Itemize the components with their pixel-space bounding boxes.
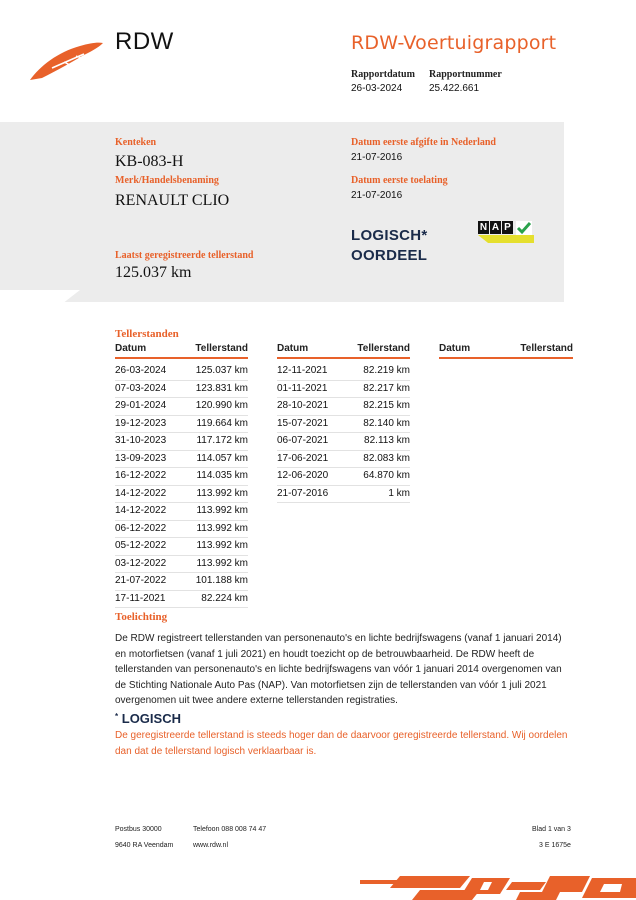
nap-letter-n: N xyxy=(479,222,488,233)
table-row xyxy=(277,381,410,399)
row-date: 06-12-2022 xyxy=(115,522,167,534)
vehicle-panel xyxy=(0,122,564,302)
logisch-explanation: De geregistreerde tellerstand is steeds hoger dan de daarvoor geregistreerde tellerstand. Wij oordelen dan dat de tellerstand logisch verklaarbaar is. xyxy=(115,730,568,757)
table-row xyxy=(115,573,248,591)
table-row xyxy=(115,398,248,416)
row-date: 19-12-2023 xyxy=(115,417,167,429)
row-reading: 82.140 km xyxy=(363,417,410,429)
table-header xyxy=(439,343,573,359)
row-date: 03-12-2022 xyxy=(115,557,167,569)
row-reading: 113.992 km xyxy=(196,557,248,569)
table-row xyxy=(115,521,248,539)
footer-postbus: Postbus 30000 xyxy=(115,826,162,833)
first-admission-label: Datum eerste toelating xyxy=(351,175,448,186)
brand-label: Merk/Handelsbenaming xyxy=(115,175,219,186)
verdict-line1: LOGISCH* xyxy=(351,227,428,244)
row-reading: 123.831 km xyxy=(195,382,248,394)
table-row xyxy=(277,433,410,451)
table-row xyxy=(115,381,248,399)
row-reading: 117.172 km xyxy=(196,435,248,446)
row-date: 14-12-2022 xyxy=(115,487,167,499)
table-row xyxy=(115,591,248,609)
last-odometer-value: 125.037 km xyxy=(115,264,192,281)
row-date: 05-12-2022 xyxy=(115,540,167,551)
row-date: 14-12-2022 xyxy=(115,505,167,516)
row-reading: 125.037 km xyxy=(195,365,248,376)
row-reading: 101.188 km xyxy=(195,575,248,586)
row-reading: 119.664 km xyxy=(196,417,248,429)
logisch-asterisk: * xyxy=(115,712,119,721)
row-date: 28-10-2021 xyxy=(277,400,329,411)
table-row xyxy=(115,451,248,469)
report-title: RDW-Voertuigrapport xyxy=(351,32,557,54)
footer-address: 9640 RA Veendam xyxy=(115,842,174,849)
nap-letter-a: A xyxy=(491,222,500,233)
row-date: 17-06-2021 xyxy=(277,452,329,464)
row-reading: 113.992 km xyxy=(196,487,248,499)
row-reading: 82.113 km xyxy=(364,435,410,446)
row-date: 29-01-2024 xyxy=(115,400,167,411)
row-date: 16-12-2022 xyxy=(115,470,167,481)
row-reading: 82.215 km xyxy=(363,400,410,411)
report-date-label: Rapportdatum xyxy=(351,69,415,80)
decorative-stripes xyxy=(360,874,636,900)
panel-notch xyxy=(0,290,80,304)
nap-letter-p: P xyxy=(502,221,513,234)
col-reading-header: Tellerstand xyxy=(357,343,410,354)
row-reading: 1 km xyxy=(388,487,410,499)
footer-code: 3 E 1675e xyxy=(539,842,571,849)
odometer-column-2 xyxy=(277,343,410,503)
row-date: 13-09-2023 xyxy=(115,452,167,464)
row-date: 06-07-2021 xyxy=(277,435,329,446)
row-reading: 64.870 km xyxy=(363,470,410,481)
row-date: 17-11-2021 xyxy=(115,592,166,604)
first-admission-date: 21-07-2016 xyxy=(351,190,403,201)
row-date: 15-07-2021 xyxy=(277,417,329,429)
brand-name: RENAULT CLIO xyxy=(115,192,230,209)
explanation-title: Toelichting xyxy=(115,611,168,623)
table-row xyxy=(115,556,248,574)
rdw-feather-logo-icon xyxy=(28,38,104,82)
checkmark-icon xyxy=(516,221,532,235)
table-row xyxy=(115,486,248,504)
footer-phone: Telefoon 088 008 74 47 xyxy=(193,826,267,833)
logisch-title: LOGISCH xyxy=(121,711,181,726)
row-date: 31-10-2023 xyxy=(115,435,167,446)
col-date-header: Datum xyxy=(439,343,471,354)
first-nl-label: Datum eerste afgifte in Nederland xyxy=(351,137,496,148)
table-row xyxy=(115,503,248,521)
table-row xyxy=(277,486,410,504)
verdict xyxy=(351,226,428,266)
row-date: 12-11-2021 xyxy=(277,365,328,376)
table-row xyxy=(115,416,248,434)
row-reading: 82.219 km xyxy=(363,365,410,376)
verdict-line2: OORDEEL xyxy=(351,247,428,264)
table-row xyxy=(115,363,248,381)
row-reading: 114.057 km xyxy=(196,452,248,464)
nap-logo xyxy=(478,221,534,245)
table-row xyxy=(115,538,248,556)
row-reading: 82.083 km xyxy=(363,452,410,464)
table-header xyxy=(277,343,410,359)
odometer-section-title: Tellerstanden xyxy=(115,328,179,340)
report-number-label: Rapportnummer xyxy=(429,69,502,80)
footer-website[interactable]: www.rdw.nl xyxy=(193,842,229,849)
footer-page-number: Blad 1 van 3 xyxy=(532,826,571,833)
odometer-column-1 xyxy=(115,343,248,608)
logo-text: RDW xyxy=(115,28,174,55)
license-plate: KB-083-H xyxy=(115,153,184,170)
row-date: 26-03-2024 xyxy=(115,365,167,376)
row-reading: 82.224 km xyxy=(201,592,248,604)
col-reading-header: Tellerstand xyxy=(195,343,248,354)
row-reading: 114.035 km xyxy=(196,470,248,481)
explanation-text: De RDW registreert tellerstanden van personenauto's en lichte bedrijfswagens (vanaf 1 januari 2014) en motorfietsen (vanaf 1 juli 2021) en houdt toezicht op de betrouwbaarheid. De RDW heeft de tellerstanden van personenauto's en lichte bedrijfswagens van vóór 1 januari 2014 overgenomen van de Stichting Nationale Auto Pas (NAP). Van motorfietsen zijn de tellerstanden van vóór 1 juli 2021 overgenomen uit twee andere externe tellerstanden registraties. xyxy=(115,633,562,706)
first-nl-date: 21-07-2016 xyxy=(351,152,403,163)
row-date: 21-07-2022 xyxy=(115,575,167,586)
row-date: 12-06-2020 xyxy=(277,470,329,481)
row-reading: 113.992 km xyxy=(196,540,248,551)
col-date-header: Datum xyxy=(277,343,309,354)
table-row xyxy=(277,416,410,434)
row-date: 07-03-2024 xyxy=(115,382,167,394)
col-reading-header: Tellerstand xyxy=(520,343,573,354)
table-header xyxy=(115,343,248,359)
plate-label: Kenteken xyxy=(115,137,157,148)
table-row xyxy=(115,468,248,486)
report-number: 25.422.661 xyxy=(429,83,480,94)
row-reading: 113.992 km xyxy=(196,522,248,534)
table-row xyxy=(115,433,248,451)
col-date-header: Datum xyxy=(115,343,147,354)
row-reading: 120.990 km xyxy=(195,400,248,411)
odometer-column-3 xyxy=(439,343,573,359)
table-row xyxy=(277,451,410,469)
report-date: 26-03-2024 xyxy=(351,83,403,94)
row-date: 01-11-2021 xyxy=(277,382,328,394)
row-reading: 82.217 km xyxy=(363,382,410,394)
row-reading: 113.992 km xyxy=(196,505,248,516)
table-row xyxy=(277,398,410,416)
last-odometer-label: Laatst geregistreerde tellerstand xyxy=(115,250,254,261)
table-row xyxy=(277,363,410,381)
table-row xyxy=(277,468,410,486)
row-date: 21-07-2016 xyxy=(277,487,329,499)
logisch-heading xyxy=(115,711,181,726)
nap-yellow-bar xyxy=(478,235,534,243)
